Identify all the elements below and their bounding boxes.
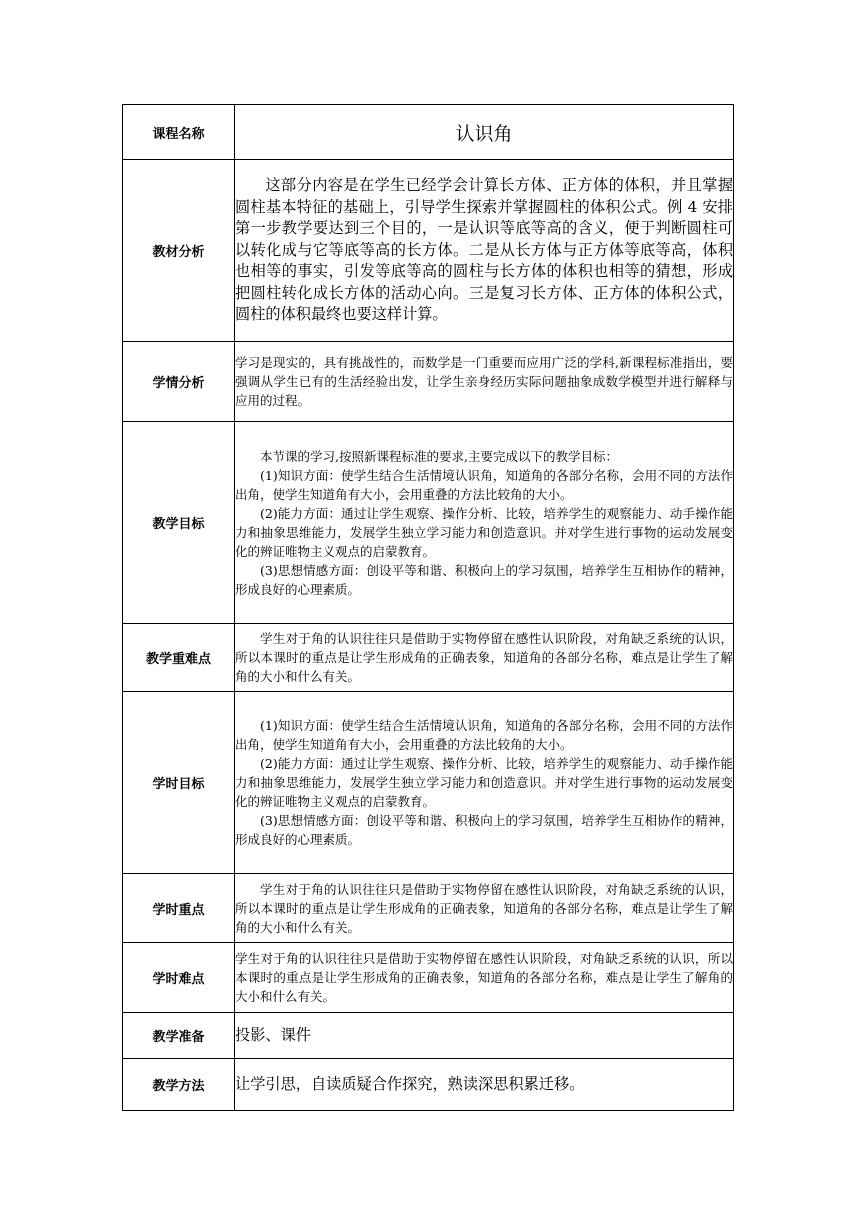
period-focus-text: 学生对于角的认识往往只是借助于实物停留在感性认识阶段，对角缺乏系统的认识，所以本课时的重点是让学生形成角的正确表象，知道角的各部分名称，难点是让学生了解角的大小和什么有关。 <box>235 881 733 935</box>
row-label: 教学方法 <box>123 1059 235 1111</box>
row-material-analysis <box>123 160 734 342</box>
row-label: 课程名称 <box>123 105 235 160</box>
row-label: 学时重点 <box>123 874 235 943</box>
period-difficulty-text: 学生对于角的认识往往只是借助于实物停留在感性认识阶段，对角缺乏系统的认识，所以本课时的重点是让学生形成角的正确表象，知道角的各部分名称，难点是让学生了解角的大小和什么有关。 <box>235 951 733 1004</box>
course-title-cell <box>235 105 734 160</box>
course-title: 认识角 <box>455 122 513 145</box>
row-label: 教材分析 <box>123 160 235 342</box>
lesson-plan-table <box>122 104 734 1111</box>
row-key-difficulties <box>123 624 734 692</box>
row-method <box>123 1059 734 1111</box>
row-teaching-objectives <box>123 422 734 624</box>
row-period-objectives <box>123 692 734 874</box>
row-label: 教学准备 <box>123 1013 235 1059</box>
row-label: 学情分析 <box>123 342 235 422</box>
row-period-difficulty <box>123 943 734 1013</box>
material-analysis-text: 这部分内容是在学生已经学会计算长方体、正方体的体积，并且掌握圆柱基本特征的基础上，引导学生探索并掌握圆柱的体积公式。例 4 安排第一步教学要达到三个目的，一是认识等底等高的含义，便于判断圆柱可以转化成与它等底等高的长方体。二是从长方体与正方体等底等高，体积也相等的事实，引发等底等高的圆柱与长方体的体积也相等的猜想，形成把圆柱转化成长方体的活动心向。三是复习长方体、正方体的体积公式，圆柱的体积最终也要这样计算。 <box>235 176 733 324</box>
row-label: 教学目标 <box>123 422 235 624</box>
row-preparation <box>123 1013 734 1059</box>
objective-ability: (2)能力方面：通过让学生观察、操作分析、比较，培养学生的观察能力、动手操作能力和抽象思维能力，发展学生独立学习能力和创造意识。并对学生进行事物的运动发展变化的辨证唯物主义观点的启蒙教育。 <box>235 505 733 559</box>
method-text: 让学引思，自读质疑合作探究，熟读深思积累迁移。 <box>235 1074 585 1093</box>
period-objective-emotion: (3)思想情感方面：创设平等和谐、积极向上的学习氛围，培养学生互相协作的精神，形成良好的心理素质。 <box>235 813 733 847</box>
row-label: 教学重难点 <box>123 624 235 692</box>
row-learner-analysis <box>123 342 734 422</box>
row-period-focus <box>123 874 734 943</box>
preparation-text: 投影、课件 <box>235 1025 311 1044</box>
period-objective-knowledge: (1)知识方面：使学生结合生活情境认识角，知道角的各部分名称，会用不同的方法作出角，使学生知道角有大小，会用重叠的方法比较角的大小。 <box>235 718 733 752</box>
learner-analysis-text: 学习是现实的，具有挑战性的，而数学是一门重要而应用广泛的学科,新课程标准指出，要强调从学生已有的生活经验出发，让学生亲身经历实际问题抽象成数学模型并进行解释与应用的过程。 <box>235 355 733 408</box>
key-difficulties-text: 学生对于角的认识往往只是借助于实物停留在感性认识阶段，对角缺乏系统的认识，所以本课时的重点是让学生形成角的正确表象，知道角的各部分名称，难点是让学生了解角的大小和什么有关。 <box>235 631 733 684</box>
objective-knowledge: (1)知识方面：使学生结合生活情境认识角，知道角的各部分名称，会用不同的方法作出角，使学生知道角有大小，会用重叠的方法比较角的大小。 <box>235 467 733 502</box>
period-objective-ability: (2)能力方面：通过让学生观察、操作分析、比较，培养学生的观察能力、动手操作能力和抽象思维能力，发展学生独立学习能力和创造意识。并对学生进行事物的运动发展变化的辨证唯物主义观点的启蒙教育。 <box>235 756 733 809</box>
row-label: 学时难点 <box>123 943 235 1013</box>
row-label: 学时目标 <box>123 692 235 874</box>
objective-emotion: (3)思想情感方面：创设平等和谐、积极向上的学习氛围，培养学生互相协作的精神，形成良好的心理素质。 <box>235 562 733 597</box>
row-course-name <box>123 105 734 160</box>
objectives-intro: 本节课的学习,按照新课程标准的要求,主要完成以下的教学目标： <box>260 448 618 464</box>
